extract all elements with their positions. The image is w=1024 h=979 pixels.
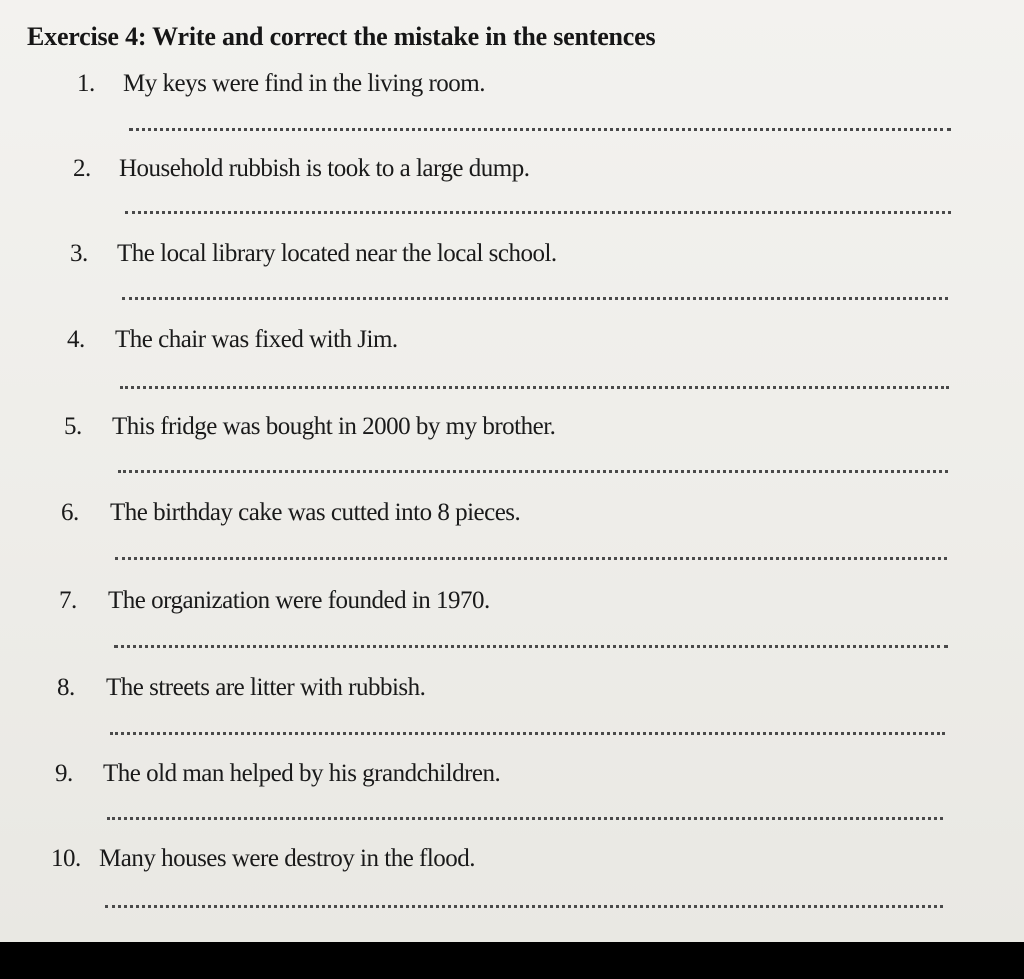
item-number: 4. — [67, 326, 85, 353]
item-sentence: The chair was fixed with Jim. — [115, 326, 398, 353]
item-number: 2. — [73, 155, 91, 182]
answer-line-3[interactable] — [122, 297, 948, 300]
item-sentence: The local library located near the local school. — [117, 240, 557, 267]
item-number: 6. — [61, 499, 79, 526]
answer-line-5[interactable] — [118, 470, 948, 473]
item-number: 9. — [55, 760, 73, 787]
item-number: 5. — [64, 413, 82, 440]
answer-line-2[interactable] — [125, 211, 951, 214]
item-sentence: This fridge was bought in 2000 by my brother. — [112, 413, 556, 440]
answer-line-1[interactable] — [129, 128, 951, 131]
item-number: 8. — [57, 674, 75, 701]
item-number: 10. — [51, 845, 81, 872]
item-sentence: The streets are litter with rubbish. — [106, 674, 426, 701]
item-number: 3. — [70, 240, 88, 267]
answer-line-9[interactable] — [107, 817, 943, 820]
answer-line-4[interactable] — [120, 386, 949, 389]
answer-line-6[interactable] — [115, 557, 947, 560]
item-sentence: The organization were founded in 1970. — [108, 587, 490, 614]
item-number: 1. — [77, 70, 95, 97]
answer-line-8[interactable] — [110, 732, 945, 735]
item-number: 7. — [59, 587, 77, 614]
answer-line-7[interactable] — [114, 645, 948, 648]
exercise-title: Exercise 4: Write and correct the mistake in the sentences — [27, 22, 656, 51]
item-sentence: My keys were find in the living room. — [123, 70, 485, 97]
item-sentence: The old man helped by his grandchildren. — [103, 760, 501, 787]
item-sentence: The birthday cake was cutted into 8 pieces. — [110, 499, 521, 526]
item-sentence: Household rubbish is took to a large dump. — [119, 155, 530, 182]
answer-line-10[interactable] — [105, 905, 943, 908]
item-sentence: Many houses were destroy in the flood. — [99, 845, 476, 872]
bottom-black-bar — [0, 942, 1024, 979]
